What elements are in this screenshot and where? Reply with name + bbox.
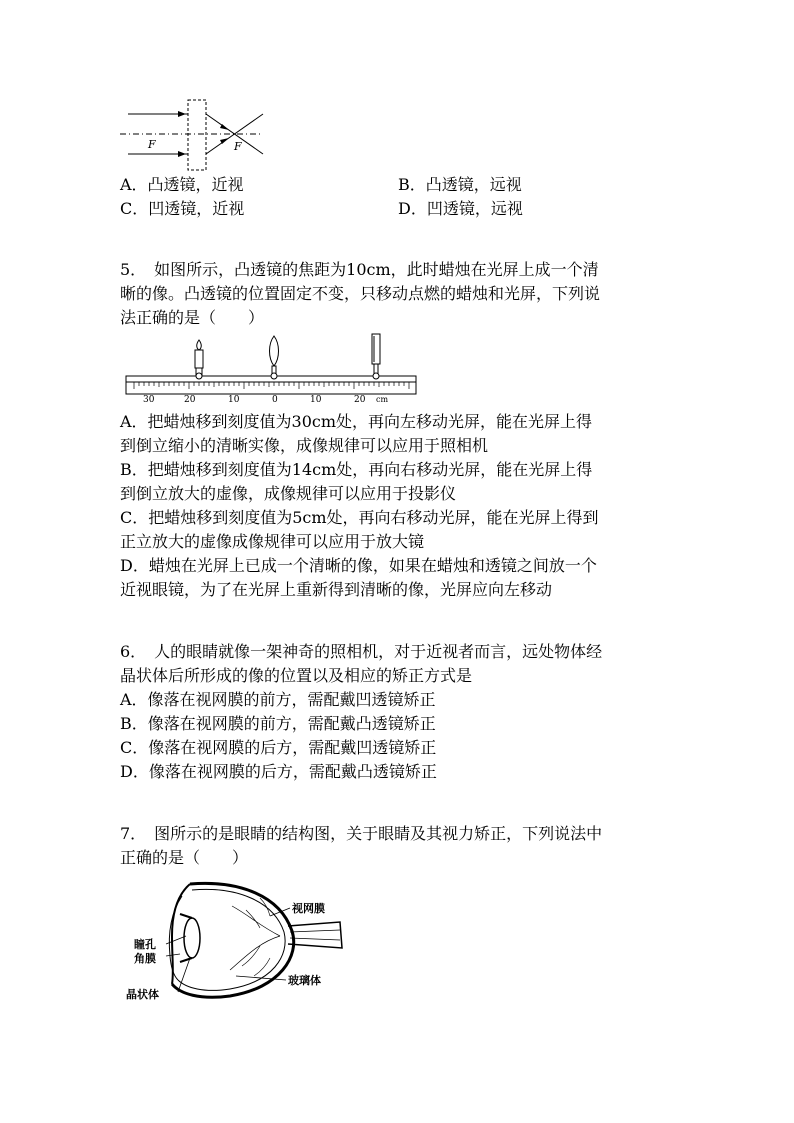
q7-eye-diagram: [120, 876, 380, 1006]
q5-optical-bench: [124, 332, 420, 408]
q4-lens-box: [188, 100, 206, 170]
q4-lens-diagram: [118, 96, 268, 176]
q5-tick-label: 20: [354, 395, 366, 405]
q5-stem-line-2: 晰的像。凸透镜的位置固定不变，只移动点燃的蜡烛和光屏，下列说: [120, 284, 601, 303]
label-vitreous: 玻璃体: [288, 974, 321, 987]
lens-icon: [184, 918, 200, 958]
q5-option-d-line-1: D．蜡烛在光屏上已成一个清晰的像，如果在蜡烛和透镜之间放一个: [120, 556, 597, 575]
q5-stem-line-1: 5． 如图所示，凸透镜的焦距为10cm，此时蜡烛在光屏上成一个清: [120, 260, 599, 279]
q5-option-c-line-1: C．把蜡烛移到刻度值为5cm处，再向右移动光屏，能在光屏上得到: [120, 508, 599, 527]
q5-tick-label: 10: [310, 395, 322, 405]
candle-icon: [195, 340, 203, 379]
q6-option-c: C．像落在视网膜的后方，需配戴凹透镜矫正: [120, 738, 437, 757]
q5-option-a-line-2: 到倒立缩小的清晰实像，成像规律可以应用于照相机: [120, 436, 489, 455]
q7-stem-line-2: 正确的是（ ）: [120, 848, 249, 867]
q5-option-b-line-1: B．把蜡烛移到刻度值为14cm处，再向右移动光屏，能在光屏上得: [120, 460, 593, 479]
q4-focus-right: F: [234, 140, 242, 153]
q6-option-d: D．像落在视网膜的后方，需配戴凸透镜矫正: [120, 762, 437, 781]
q6-option-a: A．像落在视网膜的前方，需配戴凹透镜矫正: [120, 690, 436, 709]
q5-option-b-line-2: 到倒立放大的虚像，成像规律可以应用于投影仪: [120, 484, 457, 503]
convex-lens-icon: [270, 336, 279, 379]
label-cornea: 角膜: [134, 952, 156, 965]
q5-tick-label: 10: [228, 395, 240, 405]
q5-option-a-line-1: A．把蜡烛移到刻度值为30cm处，再向左移动光屏，能在光屏上得: [120, 412, 593, 431]
q5-tick-label: 0: [272, 395, 278, 405]
q4-focus-left: F: [148, 138, 156, 151]
q5-stem-line-3: 法正确的是（ ）: [120, 308, 265, 327]
q4-option-d: D．凹透镜，远视: [398, 199, 523, 218]
q6-stem-line-1: 6． 人的眼睛就像一架神奇的照相机，对于近视者而言，远处物体经: [120, 642, 603, 661]
label-retina: 视网膜: [292, 902, 325, 915]
q5-tick-label: 20: [184, 395, 196, 405]
q7-stem-line-1: 7． 图所示的是眼睛的结构图，关于眼睛及其视力矫正，下列说法中: [120, 824, 603, 843]
q6-stem-line-2: 晶状体后所形成的像的位置以及相应的矫正方式是: [120, 666, 473, 685]
q4-option-a: A．凸透镜，近视: [120, 175, 244, 194]
q5-option-d-line-2: 近视眼镜，为了在光屏上重新得到清晰的像，光屏应向左移动: [120, 580, 553, 599]
q5-tick-label: 30: [143, 395, 155, 405]
q6-option-b: B．像落在视网膜的前方，需配戴凸透镜矫正: [120, 714, 436, 733]
label-pupil: 瞳孔: [134, 938, 156, 951]
q4-option-c: C．凹透镜，近视: [120, 199, 245, 218]
q4-option-b: B．凸透镜，远视: [398, 175, 522, 194]
q5-option-c-line-2: 正立放大的虚像成像规律可以应用于放大镜: [120, 532, 425, 551]
screen-icon: [372, 334, 380, 379]
label-lens: 晶状体: [126, 988, 159, 1001]
q5-ruler-unit: cm: [376, 395, 389, 404]
